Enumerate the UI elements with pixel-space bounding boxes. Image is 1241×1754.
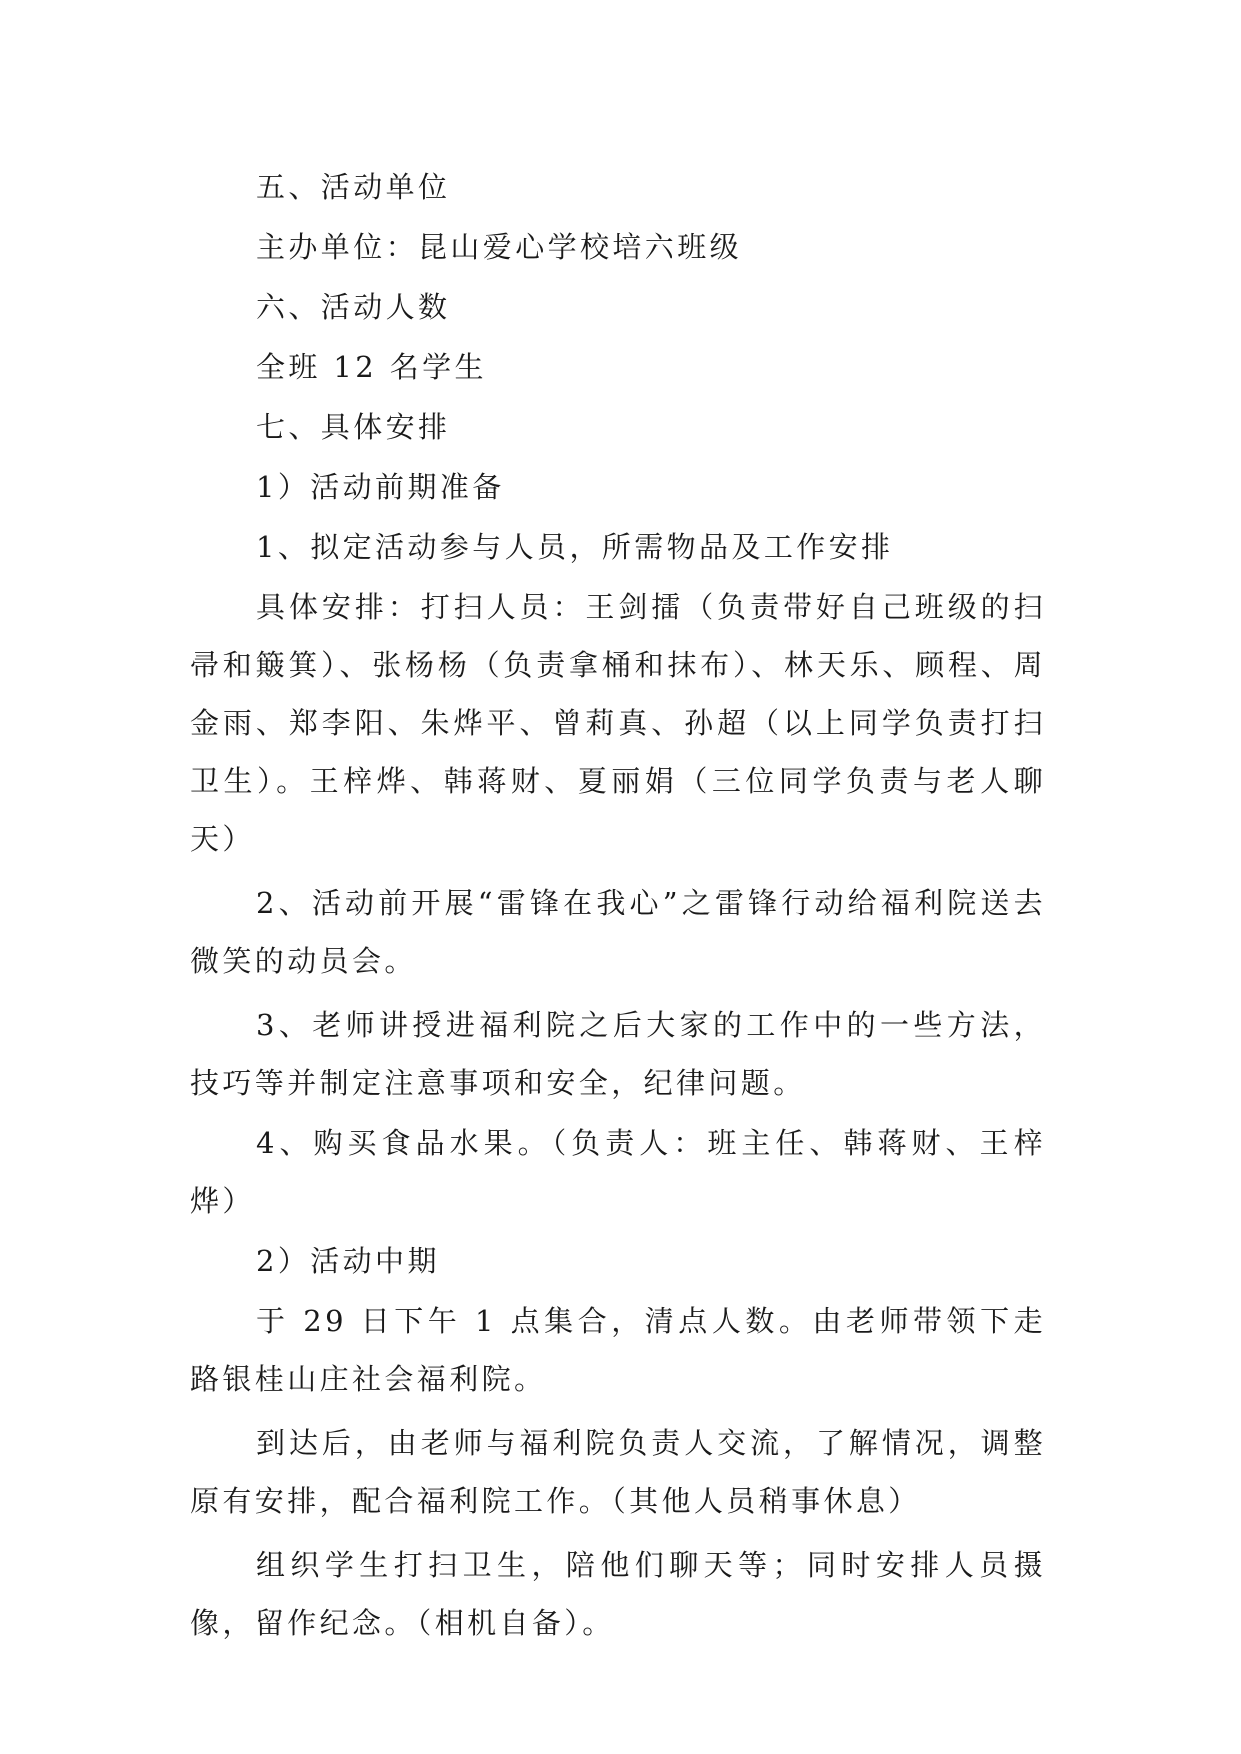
section-heading-arrangement: 七、具体安排 (256, 410, 451, 444)
paragraph-gathering-time: 于 29 日下午 1 点集合，清点人数。由老师带领下走路银桂山庄社会福利院。 (190, 1304, 1046, 1396)
paragraph-teacher-guidance: 3、老师讲授进福利院之后大家的工作中的一些方法，技巧等并制定注意事项和安全，纪律问题。 (190, 1008, 1046, 1100)
section-heading-participant-count: 六、活动人数 (256, 290, 451, 324)
organizer-line: 主办单位：昆山爱心学校培六班级 (256, 230, 743, 264)
paragraph-arrival-arrangement: 到达后，由老师与福利院负责人交流，了解情况，调整原有安排，配合福利院工作。（其他人员稍事休息） (190, 1426, 1046, 1518)
document-body (190, 158, 1046, 1652)
subheading-activity-middle: 2）活动中期 (256, 1244, 440, 1278)
participant-count-line: 全班 12 名学生 (256, 350, 487, 384)
paragraph-personnel-planning: 1、拟定活动参与人员，所需物品及工作安排 (256, 530, 894, 564)
paragraph-detailed-roles: 具体安排：打扫人员：王剑擂（负责带好自己班级的扫帚和簸箕）、张杨杨（负责拿桶和抹布）、林天乐、顾程、周金雨、郑李阳、朱烨平、曾莉真、孙超（以上同学负责打扫卫生）。王梓烨、韩蒋财、夏丽娟（三位同学负责与老人聊天） (190, 590, 1046, 856)
paragraph-mobilization-meeting: 2、活动前开展“雷锋在我心”之雷锋行动给福利院送去微笑的动员会。 (190, 886, 1046, 978)
paragraph-purchase-food: 4、购买食品水果。（负责人：班主任、韩蒋财、王梓烨） (190, 1126, 1046, 1218)
subheading-preparation: 1）活动前期准备 (256, 470, 505, 504)
section-heading-activity-unit: 五、活动单位 (256, 170, 451, 204)
paragraph-cleaning-and-photos: 组织学生打扫卫生，陪他们聊天等；同时安排人员摄像，留作纪念。（相机自备）。 (190, 1548, 1046, 1640)
